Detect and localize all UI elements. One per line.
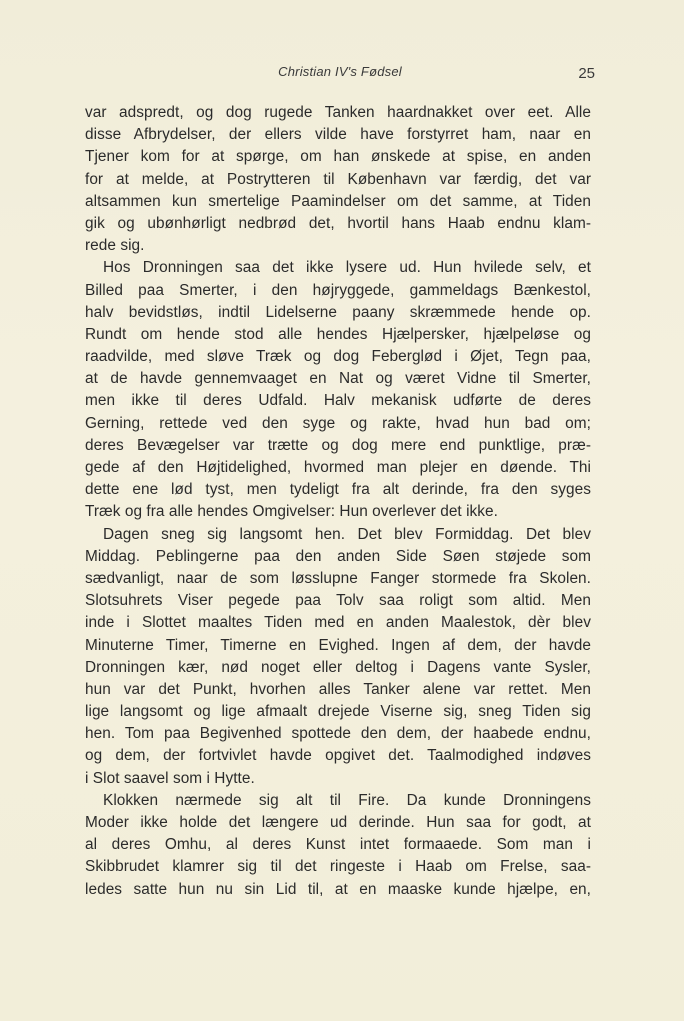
text-line: og dem, der fortvivlet havde opgivet det. Taalmodighed indøves [85,747,591,765]
text-line: for at melde, at Postrytteren til København var færdig, det var [85,170,591,188]
text-line: halv bevidstløs, indtil Lidelserne paany skræmmede hende op. [85,303,591,321]
text-line: dette ene lød tyst, men tydeligt fra alt derinde, fra den syges [85,481,591,499]
text-line: raadvilde, med sløve Træk og dog Feberglød i Øjet, Tegn paa, [85,348,591,366]
text-line: inde i Slottet maaltes Tiden med en anden Maalestok, dèr blev [85,614,591,632]
text-line: i Slot saavel som i Hytte. [85,769,255,787]
text-line: Rundt om hende stod alle hendes Hjælpersker, hjælpeløse og [85,325,591,343]
text-line: men ikke til deres Udfald. Halv mekanisk udførte de deres [85,392,591,410]
text-line: ledes satte hun nu sin Lid til, at en maaske kunde hjælpe, en, [85,880,591,898]
text-line: Middag. Peblingerne paa den anden Side Søen støjede som [85,547,591,565]
text-line: Billed paa Smerter, i den højryggede, gammeldags Bænkestol, [85,281,591,299]
running-title: Christian IV's Fødsel [278,64,402,79]
text-line: gik og ubønhørligt nedbrød det, hvortil hans Haab endnu klam- [85,214,591,232]
text-line: altsammen kun smertelige Paamindelser om det samme, at Tiden [85,192,591,210]
text-line: al deres Omhu, al deres Kunst intet formaaede. Som man i [85,836,591,854]
text-line: rede sig. [85,237,145,255]
text-line: Tjener kom for at spørge, om han ønskede at spise, en anden [85,148,591,166]
text-line: Slotsuhrets Viser pegede paa Tolv saa roligt som altid. Men [85,592,591,610]
text-line: hen. Tom paa Begivenhed spottede den dem, der haabede endnu, [85,725,591,743]
text-line: deres Bevægelser var trætte og dog mere end punktlige, præ- [85,436,591,454]
text-line: hun var det Punkt, hvorhen alles Tanker alene var rettet. Men [85,680,591,698]
text-line: disse Afbrydelser, der ellers vilde have forstyrret ham, naar en [85,126,591,144]
text-line: Træk og fra alle hendes Omgivelser: Hun overlever det ikke. [85,503,498,521]
text-line: Dronningen kær, nød noget eller deltog i Dagens vante Sysler, [85,658,591,676]
text-line: Hos Dronningen saa det ikke lysere ud. Hun hvilede selv, et [103,259,591,277]
text-line: sædvanligt, naar de som løsslupne Fanger stormede fra Skolen. [85,569,591,587]
text-line: Skibbrudet klamrer sig til det ringeste i Haab om Frelse, saa- [85,858,591,876]
running-head [85,64,595,84]
text-line: at de havde gennemvaaget en Nat og været Vidne til Smerter, [85,370,591,388]
text-line: Dagen sneg sig langsomt hen. Det blev Formiddag. Det blev [103,525,591,543]
text-line: Moder ikke holde det længere ud derinde. Hun saa for godt, at [85,814,591,831]
text-line: gede af den Højtidelighed, hvormed man plejer en døende. Thi [85,459,591,476]
text-line: Minuterne Timer, Timerne en Evighed. Ingen af dem, der havde [85,636,591,654]
page-number: 25 [578,65,595,82]
body-text [85,102,591,901]
text-line: var adspredt, og dog rugede Tanken haardnakket over eet. Alle [85,104,591,121]
text-line: Gerning, rettede ved den syge og rakte, hvad hun bad om; [85,414,591,432]
text-line: lige langsomt og lige afmaalt drejede Viserne sig, sneg Tiden sig [85,703,591,721]
text-line: Klokken nærmede sig alt til Fire. Da kunde Dronningens [103,791,591,809]
